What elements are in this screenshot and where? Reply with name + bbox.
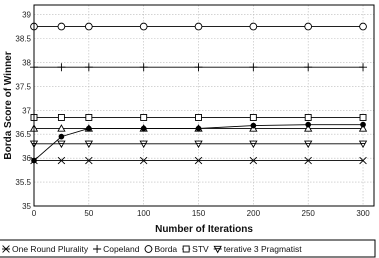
data-point [59,134,64,139]
y-axis-label: Borda Score of Winner [3,51,14,160]
x-tick-label: 250 [301,209,315,218]
data-point [304,63,312,71]
plot-frame [34,5,374,206]
series-terative-3-pragmatist [31,141,367,147]
legend-marker [145,246,152,253]
y-tick-label: 35 [22,202,31,211]
x-tick-label: 100 [136,209,151,218]
data-point [140,63,148,71]
y-tick-label: 36.5 [15,130,31,140]
series-copeland [30,63,367,71]
data-point [196,126,201,131]
x-axis-label: Number of Iterations [155,224,253,235]
data-point [361,122,366,127]
data-point [305,23,312,30]
y-tick-label: 35.5 [15,178,31,188]
legend [0,240,375,257]
data-point [359,63,367,71]
x-tick-label: 200 [246,209,261,218]
x-tick-label: 50 [84,209,94,218]
data-point [86,114,92,120]
tick-labels [15,11,370,218]
legend-item [214,244,303,254]
data-point [250,114,256,120]
data-point [58,114,64,120]
data-point [360,23,367,30]
data-point [195,63,203,71]
y-tick-label: 37.5 [15,82,31,92]
y-tick-label: 37 [22,106,31,116]
data-point [305,114,311,120]
y-tick-label: 39 [22,10,31,20]
legend-label: One Round Plurality [12,244,89,254]
legend-label: terative 3 Pragmatist [223,244,302,254]
data-point [57,63,65,71]
legend-label: STV [192,244,209,254]
x-tick-label: 300 [356,209,370,218]
data-point [140,23,147,30]
legend-label: Copeland [103,244,140,254]
grid [34,5,374,206]
legend-item [144,244,177,254]
data-point [306,122,311,127]
data-point [250,23,257,30]
data-point [58,23,65,30]
x-tick-label: 150 [191,209,206,218]
data-point [195,23,202,30]
series-borda [31,23,367,30]
data-point [85,23,92,30]
data-point [141,114,147,120]
y-tick-label: 36 [22,154,31,164]
y-tick-label: 38 [22,58,31,68]
data-point [251,123,256,128]
data-point [360,114,366,120]
data-point [86,126,91,131]
y-tick-label: 38.5 [15,34,31,44]
data-point [196,114,202,120]
data-point [141,126,146,131]
series-stv [31,114,366,120]
legend-label: Borda [154,244,178,254]
legend-marker [183,246,189,252]
legend-item [2,244,89,254]
data-point [249,63,257,71]
data-point [85,63,93,71]
x-tick-label: 0 [31,209,37,218]
